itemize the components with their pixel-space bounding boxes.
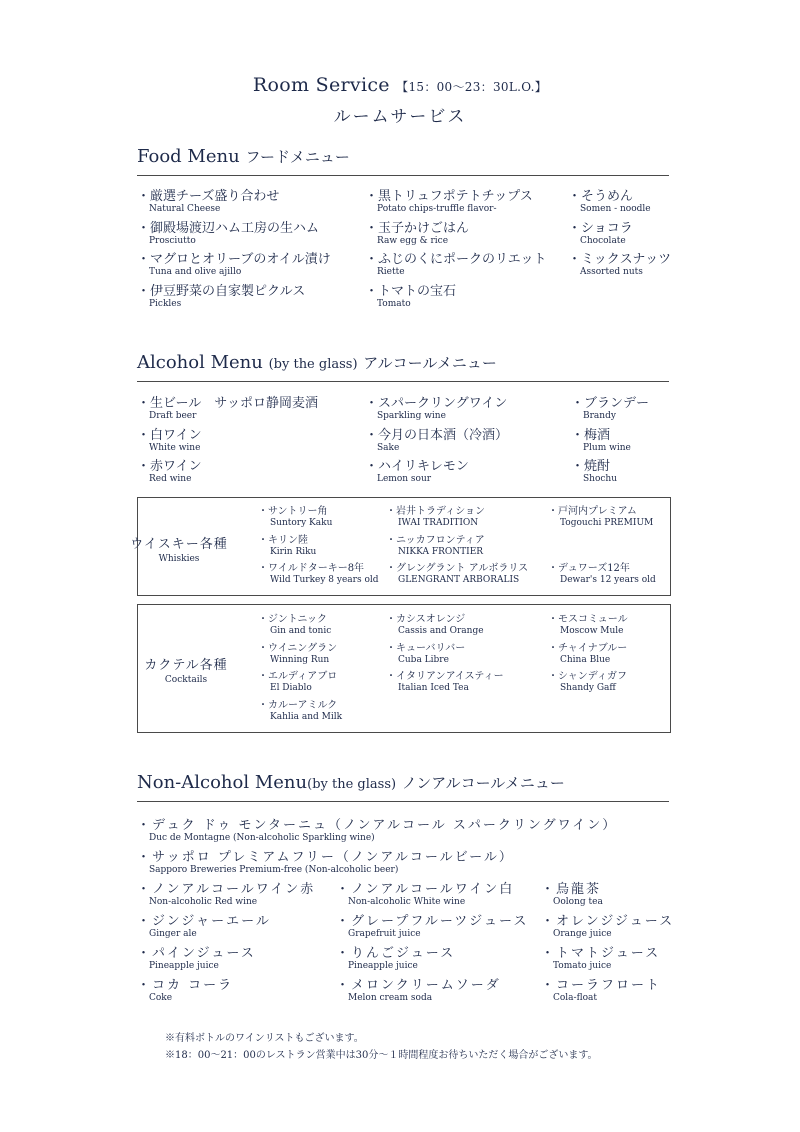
menu-item-name-jp: ・チャイナブルー bbox=[548, 642, 628, 654]
menu-item-name-jp: ・キューバリバー bbox=[386, 642, 466, 654]
menu-item bbox=[137, 882, 315, 908]
menu-item-name-en: Duc de Montagne (Non-alcoholic Sparkling wine) bbox=[149, 833, 375, 843]
menu-item-name-en: Pineapple juice bbox=[348, 961, 418, 971]
menu-item-name-jp: ・黒トリュフポテトチップス bbox=[365, 189, 533, 204]
menu-item bbox=[137, 818, 617, 844]
menu-item-name-jp: ・りんごジュース bbox=[336, 946, 456, 961]
menu-item-name-jp: ・ウイニングラン bbox=[258, 642, 338, 654]
menu-item-name-en: Wild Turkey 8 years old bbox=[270, 575, 379, 585]
menu-item-name-en: Sapporo Breweries Premium-free (Non-alcoholic beer) bbox=[149, 865, 399, 875]
menu-item-name-jp: ・トマトジュース bbox=[541, 946, 661, 961]
menu-item-name-jp: ・赤ワイン bbox=[137, 459, 202, 474]
menu-item-name-en: Ginger ale bbox=[149, 929, 197, 939]
menu-item bbox=[336, 978, 501, 1004]
menu-item-name-jp: ・御殿場渡辺ハム工房の生ハム bbox=[137, 220, 320, 236]
menu-item-name-jp: ・シャンディガフ bbox=[548, 671, 627, 682]
menu-item-name-en: Sake bbox=[377, 442, 400, 453]
menu-item-name-en: Melon cream soda bbox=[348, 993, 433, 1003]
menu-item bbox=[137, 189, 279, 215]
whiskies-label-jp: ウイスキー各種 bbox=[130, 537, 228, 552]
menu-item-name-en: Coke bbox=[149, 993, 173, 1003]
menu-item bbox=[568, 252, 671, 278]
menu-item-name-en: Plum wine bbox=[583, 442, 631, 453]
alcohol-heading-sub: (by the glass) bbox=[268, 357, 358, 372]
note-wine-list: ※有料ボトルのワインリストもございます。 bbox=[165, 1033, 364, 1044]
menu-item bbox=[336, 882, 514, 908]
menu-item bbox=[365, 252, 546, 278]
menu-item-name-en: Italian Iced Tea bbox=[398, 683, 469, 693]
menu-item-name-en: Oolong tea bbox=[553, 897, 603, 907]
menu-item bbox=[258, 506, 332, 529]
menu-item-name-jp: ・グレングラント アルボラリス bbox=[386, 563, 529, 574]
menu-item-name-jp: ・生ビール サッポロ静岡麦酒 bbox=[137, 396, 318, 411]
menu-item bbox=[386, 506, 485, 529]
menu-item bbox=[386, 563, 528, 586]
menu-item bbox=[258, 614, 331, 637]
food-heading-jp: フードメニュー bbox=[245, 148, 350, 166]
menu-item-name-en: Dewar's 12 years old bbox=[560, 575, 656, 585]
menu-item bbox=[137, 850, 514, 876]
nonalcohol-heading-jp: ノンアルコールメニュー bbox=[401, 774, 565, 792]
menu-item-name-en: Natural Cheese bbox=[149, 204, 221, 214]
menu-item-name-en: Lemon sour bbox=[377, 474, 432, 484]
menu-item-name-jp: ・ブランデー bbox=[571, 396, 650, 411]
menu-item bbox=[336, 914, 528, 940]
menu-item-name-jp: ・厳選チーズ盛り合わせ bbox=[137, 189, 280, 204]
menu-item-name-en: Cassis and Orange bbox=[398, 626, 484, 636]
menu-item-name-jp: ・ニッカフロンティア bbox=[386, 534, 485, 546]
menu-item-name-en: Orange juice bbox=[553, 929, 612, 939]
menu-item-name-jp: ・イタリアンアイスティー bbox=[386, 671, 504, 682]
menu-item-name-jp: ・マグロとオリーブのオイル漬け bbox=[137, 252, 331, 267]
menu-item-name-en: Draft beer bbox=[149, 411, 197, 421]
page-title-jp: ルームサービス bbox=[333, 107, 467, 127]
menu-item-name-jp: ・モスコミュール bbox=[548, 614, 628, 625]
menu-item-name-jp: ・白ワイン bbox=[137, 427, 202, 443]
menu-item-name-en: China Blue bbox=[560, 654, 611, 665]
menu-item-name-en: IWAI TRADITION bbox=[398, 518, 479, 528]
food-menu-heading bbox=[137, 146, 350, 167]
menu-item-name-en: Assorted nuts bbox=[580, 267, 643, 277]
menu-item bbox=[386, 535, 485, 558]
whiskies-label bbox=[124, 533, 234, 564]
menu-item-name-en: White wine bbox=[149, 442, 201, 453]
menu-item bbox=[258, 535, 316, 558]
menu-item bbox=[386, 671, 504, 694]
menu-item bbox=[365, 428, 508, 454]
menu-item bbox=[541, 978, 661, 1004]
alcohol-menu-heading bbox=[137, 352, 497, 373]
menu-item-name-en: Cuba Libre bbox=[398, 654, 449, 665]
menu-item-name-en: Togouchi PREMIUM bbox=[560, 518, 654, 528]
cocktails-label-jp: カクテル各種 bbox=[144, 658, 228, 673]
menu-item-name-jp: ・コーラフロート bbox=[541, 978, 662, 993]
menu-item-name-en: GLENGRANT ARBORALIS bbox=[398, 575, 520, 585]
menu-item-name-en: Raw egg & rice bbox=[377, 235, 449, 246]
menu-item bbox=[258, 700, 342, 723]
menu-item bbox=[258, 563, 379, 586]
menu-item-name-en: Winning Run bbox=[270, 654, 330, 665]
menu-item-name-jp: ・デュワーズ12年 bbox=[548, 563, 630, 574]
menu-item-name-jp: ・エルディアブロ bbox=[258, 671, 338, 682]
menu-item bbox=[541, 946, 660, 972]
whiskies-label-en: Whiskies bbox=[158, 554, 200, 564]
menu-item bbox=[548, 506, 653, 529]
menu-item bbox=[365, 221, 469, 247]
menu-item bbox=[548, 563, 656, 586]
menu-item bbox=[137, 252, 331, 278]
menu-item-name-jp: ・トマトの宝石 bbox=[365, 283, 457, 299]
menu-item-name-jp: ・カルーアミルク bbox=[258, 699, 338, 711]
menu-item bbox=[137, 459, 202, 485]
menu-item bbox=[571, 459, 617, 485]
menu-item-name-en: Non-alcoholic White wine bbox=[348, 897, 466, 907]
menu-item-name-jp: ・今月の日本酒（冷酒） bbox=[365, 427, 509, 443]
menu-item-name-en: Kahlia and Milk bbox=[270, 711, 343, 722]
menu-item-name-en: Gin and tonic bbox=[270, 626, 332, 636]
menu-item-name-en: Somen - noodle bbox=[580, 204, 651, 214]
menu-item-name-en: Tomato bbox=[377, 298, 411, 309]
menu-item bbox=[137, 396, 318, 422]
menu-item-name-en: Non-alcoholic Red wine bbox=[149, 897, 258, 907]
cocktails-label-en: Cocktails bbox=[164, 675, 208, 685]
note-wait-time: ※18：00〜21：00のレストラン営業中は30分〜１時間程度お待ちいただく場合がございます。 bbox=[165, 1050, 598, 1061]
menu-item bbox=[568, 221, 633, 247]
menu-item-name-en: Tomato juice bbox=[553, 961, 612, 971]
menu-item bbox=[548, 643, 627, 666]
food-heading-en: Food Menu bbox=[137, 146, 240, 167]
menu-item bbox=[137, 284, 305, 310]
menu-item-name-en: Cola-float bbox=[553, 993, 597, 1003]
menu-item bbox=[571, 428, 631, 454]
menu-item-name-en: Chocolate bbox=[580, 235, 626, 246]
menu-item-name-en: Suntory Kaku bbox=[270, 518, 333, 528]
menu-item-name-en: Potato chips-truffle flavor- bbox=[377, 204, 497, 214]
menu-item bbox=[365, 189, 533, 215]
menu-item bbox=[137, 221, 319, 247]
nonalcohol-divider bbox=[137, 801, 669, 802]
menu-item bbox=[137, 428, 202, 454]
menu-item-name-jp: ・ジントニック bbox=[258, 614, 327, 625]
menu-item-name-jp: ・コカ コーラ bbox=[137, 978, 234, 993]
alcohol-heading-jp: アルコールメニュー bbox=[363, 354, 497, 372]
menu-item-name-jp: ・スパークリングワイン bbox=[365, 396, 508, 411]
nonalcohol-heading-sub: (by the glass) bbox=[307, 777, 397, 792]
menu-item-name-en: Pickles bbox=[149, 298, 182, 309]
menu-item-name-jp: ・パインジュース bbox=[137, 946, 256, 961]
menu-item-name-jp: ・カシスオレンジ bbox=[386, 614, 466, 625]
menu-item-name-en: El Diablo bbox=[270, 683, 312, 693]
menu-item-name-en: NIKKA FRONTIER bbox=[398, 546, 484, 557]
menu-item bbox=[365, 284, 456, 310]
menu-item-name-en: Moscow Mule bbox=[560, 626, 624, 636]
service-hours: 【15：00〜23：30L.O.】 bbox=[396, 80, 548, 94]
menu-item-name-en: Prosciutto bbox=[149, 235, 196, 246]
menu-item bbox=[568, 189, 651, 215]
menu-item bbox=[258, 643, 337, 666]
menu-item-name-jp: ・玉子かけごはん bbox=[365, 220, 470, 236]
menu-item-name-jp: ・焼酎 bbox=[571, 459, 611, 474]
title-text: Room Service bbox=[252, 74, 390, 96]
alcohol-heading-en: Alcohol Menu bbox=[137, 352, 263, 373]
menu-item-name-jp: ・サッポロ プレミアムフリー（ノンアルコールビール） bbox=[137, 850, 514, 865]
menu-item bbox=[365, 396, 507, 422]
alcohol-divider bbox=[137, 381, 669, 382]
menu-item-name-jp: ・メロンクリームソーダ bbox=[336, 978, 501, 993]
menu-item bbox=[258, 671, 337, 694]
menu-item-name-jp: ・梅酒 bbox=[571, 427, 611, 443]
menu-item bbox=[541, 914, 674, 940]
menu-item-name-jp: ・ノンアルコールワイン赤 bbox=[137, 882, 316, 897]
menu-item-name-jp: ・ふじのくにポークのリエット bbox=[365, 252, 547, 267]
page-title bbox=[0, 74, 800, 96]
menu-item-name-jp: ・ワイルドターキー8年 bbox=[258, 563, 365, 574]
menu-item bbox=[548, 614, 628, 637]
menu-item bbox=[137, 978, 233, 1004]
menu-item-name-jp: ・岩井トラディション bbox=[386, 506, 485, 517]
menu-item-name-jp: ・サントリー角 bbox=[258, 506, 328, 517]
menu-item-name-jp: ・戸河内プレミアム bbox=[548, 506, 637, 517]
menu-item-name-jp: ・キリン陸 bbox=[258, 534, 308, 546]
menu-item-name-en: Sparkling wine bbox=[377, 411, 446, 421]
menu-item-name-jp: ・ハイリキレモン bbox=[365, 459, 469, 474]
menu-item bbox=[365, 459, 469, 485]
menu-item-name-en: Tuna and olive ajillo bbox=[149, 267, 242, 277]
menu-item-name-jp: ・ノンアルコールワイン白 bbox=[336, 882, 515, 897]
menu-item bbox=[137, 914, 271, 940]
menu-item-name-jp: ・ショコラ bbox=[568, 220, 633, 236]
menu-item-name-en: Shandy Gaff bbox=[560, 683, 616, 693]
menu-item-name-jp: ・ミックスナッツ bbox=[568, 252, 672, 267]
menu-item-name-en: Riette bbox=[377, 267, 405, 277]
nonalcohol-menu-heading bbox=[137, 772, 565, 793]
menu-item-name-jp: ・そうめん bbox=[568, 189, 634, 204]
food-divider bbox=[137, 175, 669, 176]
cocktails-label bbox=[131, 654, 241, 685]
menu-item bbox=[137, 946, 256, 972]
menu-item-name-jp: ・デュク ドゥ モンターニュ（ノンアルコール スパークリングワイン） bbox=[137, 818, 618, 833]
menu-item bbox=[571, 396, 649, 422]
menu-item-name-en: Brandy bbox=[583, 411, 616, 421]
menu-item bbox=[541, 882, 603, 908]
menu-item-name-en: Pineapple juice bbox=[149, 961, 219, 971]
menu-item-name-jp: ・グレープフルーツジュース bbox=[336, 914, 529, 929]
nonalcohol-heading-en: Non-Alcohol Menu bbox=[137, 772, 308, 793]
menu-item bbox=[336, 946, 455, 972]
menu-item-name-en: Grapefruit juice bbox=[348, 929, 421, 939]
menu-item-name-jp: ・伊豆野菜の自家製ピクルス bbox=[137, 283, 306, 299]
menu-item-name-en: Shochu bbox=[583, 474, 618, 484]
menu-item-name-jp: ・オレンジジュース bbox=[541, 914, 675, 929]
menu-item bbox=[548, 671, 627, 694]
menu-item bbox=[386, 614, 484, 637]
menu-item-name-jp: ・烏龍茶 bbox=[541, 882, 602, 897]
menu-item-name-en: Kirin Riku bbox=[270, 546, 317, 557]
menu-item bbox=[386, 643, 465, 666]
menu-item-name-jp: ・ジンジャーエール bbox=[137, 914, 271, 929]
menu-item-name-en: Red wine bbox=[149, 474, 192, 484]
